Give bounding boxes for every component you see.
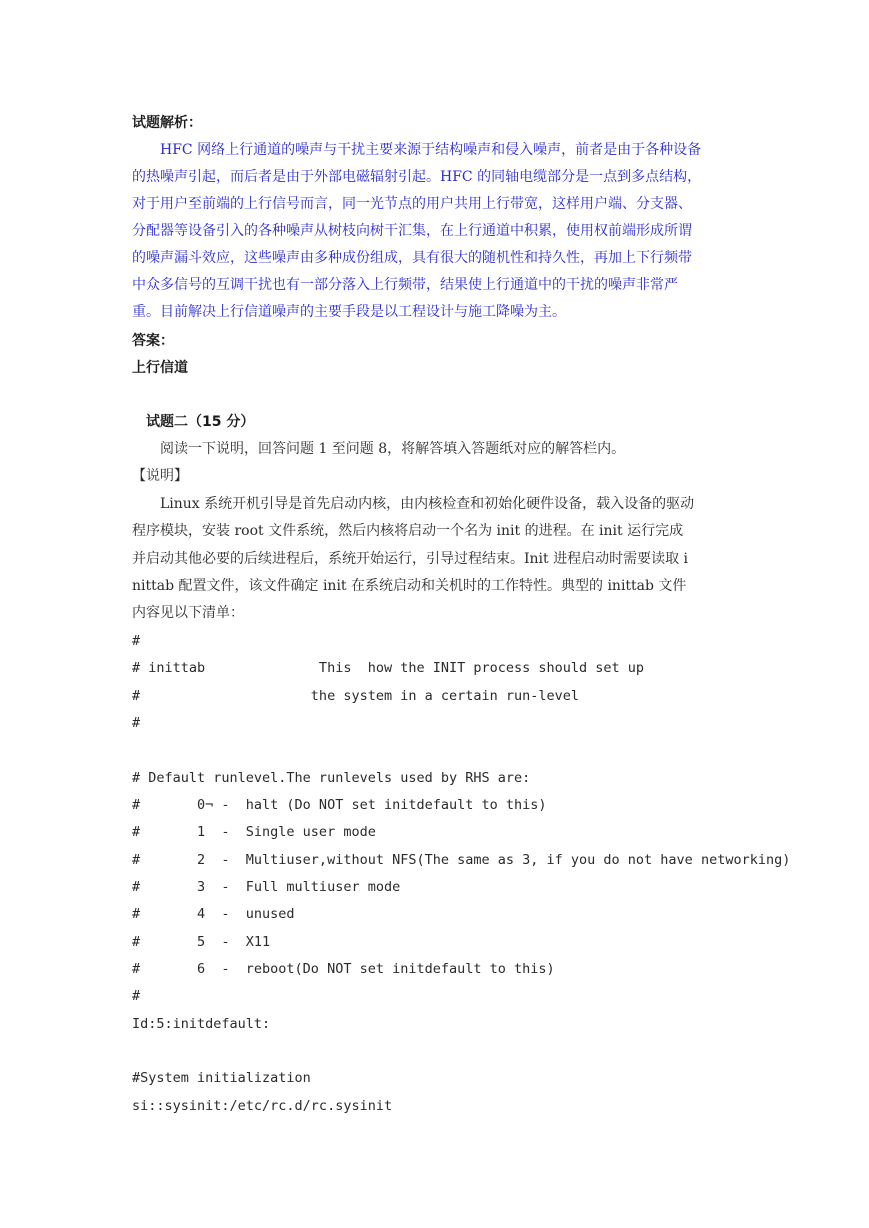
code-line: #: [132, 988, 141, 1004]
analysis-line: 对于用户至前端的上行信号而言，同一光节点的用户共用上行带宽，这样用户端、分支器、: [132, 196, 692, 212]
note-heading: 【说明】: [132, 468, 188, 484]
code-line: Id:5:initdefault:: [132, 1016, 271, 1032]
note-line: Linux 系统开机引导是首先启动内核，由内核检查和初始化硬件设备，载入设备的驱动: [160, 496, 695, 512]
code-line: #: [132, 633, 141, 649]
analysis-line: 中众多信号的互调干扰也有一部分落入上行频带，结果使上行通道中的干扰的噪声非常严: [132, 277, 678, 293]
code-line: # 4 - unused: [132, 906, 295, 922]
code-line: #System initialization: [132, 1070, 311, 1086]
analysis-line: 分配器等设备引入的各种噪声从树枝向树干汇集，在上行通道中积累，使用权前端形成所谓: [132, 223, 692, 239]
analysis-line: 的噪声漏斗效应，这些噪声由多种成份组成，具有很大的随机性和持久性，再加上下行频带: [132, 250, 692, 266]
analysis-heading: 试题解析：: [132, 115, 202, 131]
question-title: 试题二（15 分）: [146, 414, 255, 430]
code-line: # 2 - Multiuser,without NFS(The same as 3, if you do not have networking): [132, 852, 791, 868]
analysis-line: 重。目前解决上行信道噪声的主要手段是以工程设计与施工降噪为主。: [132, 304, 566, 320]
code-line: # 6 - reboot(Do NOT set initdefault to this): [132, 961, 555, 977]
note-line: 内容见以下清单：: [132, 605, 244, 621]
analysis-line: 的热噪声引起，而后者是由于外部电磁辐射引起。HFC 的同轴电缆部分是一点到多点结构，: [132, 169, 702, 185]
note-line: nittab 配置文件，该文件确定 init 在系统启动和关机时的工作特性。典型的 inittab 文件: [132, 578, 687, 594]
note-line: 程序模块，安装 root 文件系统，然后内核将启动一个名为 init 的进程。在 init 运行完成: [132, 523, 684, 539]
answer-heading: 答案：: [132, 333, 174, 349]
code-line: # 1 - Single user mode: [132, 824, 376, 840]
code-line: # 5 - X11: [132, 934, 271, 950]
code-line: # Default runlevel.The runlevels used by RHS are:: [132, 770, 531, 786]
code-line: # inittab This how the INIT process should set up: [132, 660, 645, 676]
answer-value: 上行信道: [132, 360, 188, 376]
analysis-line: HFC 网络上行通道的噪声与干扰主要来源于结构噪声和侵入噪声，前者是由于各种设备: [160, 142, 702, 158]
code-line: # 0¬ - halt (Do NOT set initdefault to this): [132, 797, 547, 813]
code-line: #: [132, 715, 141, 731]
code-line: # the system in a certain run-level: [132, 688, 580, 704]
question-instruction: 阅读一下说明，回答问题 1 至问题 8，将解答填入答题纸对应的解答栏内。: [160, 441, 626, 457]
note-line: 并启动其他必要的后续进程后，系统开始运行，引导过程结束。Init 进程启动时需要读取 i: [132, 551, 689, 567]
code-line: # 3 - Full multiuser mode: [132, 879, 401, 895]
code-line: si::sysinit:/etc/rc.d/rc.sysinit: [132, 1098, 393, 1114]
